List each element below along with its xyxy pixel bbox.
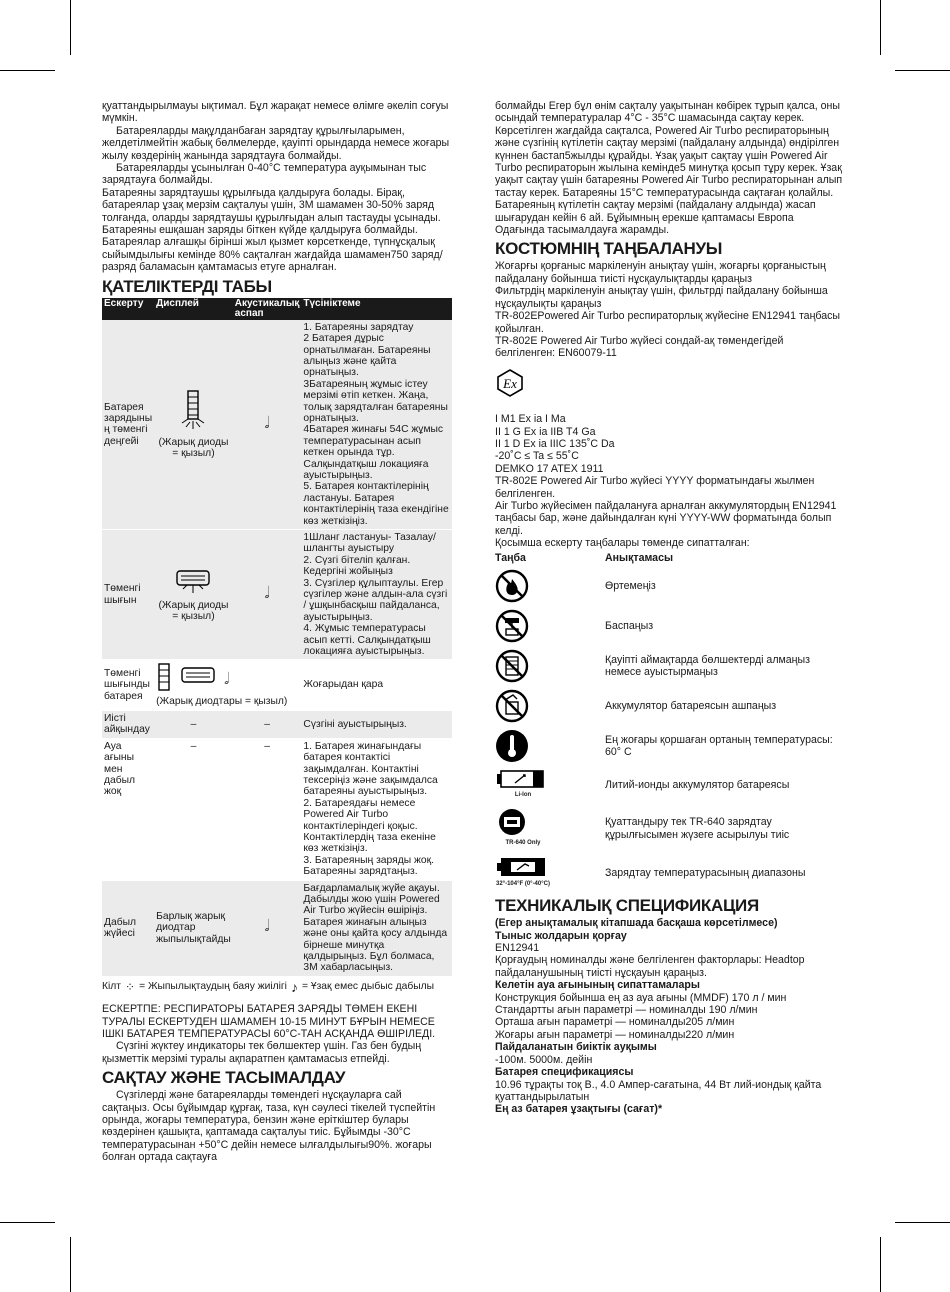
th-warning: Ескерту xyxy=(102,298,154,320)
thermometer-icon xyxy=(495,729,529,763)
row-explanation: 1. Батареяны зарядтау 2 Батарея дұрыс орнатылмаған. Батареяны алыңыз және қайта орнатыңыз. 3Батареяның жұмыс істеу мерзімі өтіп кеткен. Жаңа, толық зарядталған батареяны орнатыңыз. 4Батарея жинағы 54C жұмыс температурасынан асып кеткен орында тұр. Салқындатқыш локацияға ауыстырыңыз. 5. Батарея контактілерінің ластануы. Батарея контактілерінің таза екендігіне көз жеткізіңіз. xyxy=(301,320,452,530)
row-explanation: Жоғарыдан қара xyxy=(301,660,452,710)
row-explanation: Сүзгіні ауыстырыңыз. xyxy=(301,710,452,738)
row-display: – xyxy=(154,738,233,880)
spec-line: EN12941 xyxy=(495,942,540,955)
note-icon: 𝅗𝅥 xyxy=(264,918,270,936)
legend-sound: = Ұзақ емес дыбыс дабылы xyxy=(301,980,435,992)
ex-line: II 1 D Ex ia IIIC 135˚C Da xyxy=(495,437,615,450)
symbol-caption: Li-Ion xyxy=(514,792,532,798)
spec-line: -100м. 5000м. дейін xyxy=(495,1053,593,1066)
symbol-table xyxy=(495,550,843,894)
no-crush-icon xyxy=(495,609,529,643)
costume-p1: Жоғарғы қорғаныс маркіленуін анықтау үшін, жоғарғы қорғаныстың пайдалану бойынша тиісті нұсқаулықтарды қараңыз xyxy=(495,260,826,285)
symbol-text: Зарядтау температурасының диапазоны xyxy=(605,866,806,879)
row-warning: Дабыл жүйесі xyxy=(102,880,154,976)
storage-heading: САҚТАУ ЖӘНЕ ТАСЫМАЛДАУ xyxy=(102,1068,346,1088)
tr640-charger-icon xyxy=(495,807,529,837)
legend xyxy=(102,978,452,995)
row-warning: Ауа ағыны мен дабыл жоқ xyxy=(102,738,154,880)
intro-p1: қуаттандырылмауы ықтимал. Бұл жарақат немесе өлімге әкеліп соғуы мүмкін. xyxy=(102,100,449,125)
table-row xyxy=(102,880,452,976)
crop-mark xyxy=(880,0,881,55)
th-explanation: Түсініктеме xyxy=(301,298,452,320)
after-ex-p2: Air Turbo жүйесімен пайдалануға арналған аккумулятордың EN12941 таңбасы бар, және дайындалған күні YYYY-WW форматында болып келді. xyxy=(495,499,837,537)
row-warning: Төменгі шығын xyxy=(102,530,154,660)
after-ex-p3: Қосымша ескерту таңбалары төменде сипатталған: xyxy=(495,537,750,550)
table-row xyxy=(495,766,843,804)
intro-p5: Батареяны ешқашан заряды біткен күйде қалдыруға болмайды. xyxy=(102,224,418,237)
battery-led-icon xyxy=(156,662,172,696)
table-row xyxy=(495,686,843,726)
sound-icon: ♪ xyxy=(290,978,298,995)
fault-table xyxy=(102,298,452,977)
ex-line: -20˚C ≤ Ta ≤ 55˚C xyxy=(495,450,579,463)
spec-line: Пайдаланатын биіктік ауқымы xyxy=(495,1041,657,1054)
table-row xyxy=(495,726,843,766)
row-explanation: 1Шланг ластануы- Тазалау/шлангты ауыстыру 2. Сүзгі бітеліп қалған. Кедергіні жойыңыз 3. Сүзгілер құлыптаулы. Егер сүзгілер және алдын-ала сүзгі / ұшқынбасқыш пайдаланса, ауыстырыңыз. 4. Жұмыс температурасы асып кетті. Салқындатқыш локацияға ауыстырыңыз. xyxy=(301,530,452,660)
spec-line: 10.96 тұрақты тоқ В., 4.0 Ампер-сағатына, 44 Вт лий-иондық қайта қуаттандырылатын xyxy=(495,1078,822,1103)
row-display: – xyxy=(154,710,233,738)
spec-heading: ТЕХНИКАЛЫҚ СПЕЦИФИКАЦИЯ xyxy=(495,896,759,916)
row-warning: Иісті айқындау xyxy=(102,710,154,738)
th-display: Дисплей xyxy=(154,298,233,320)
table-row xyxy=(102,320,452,530)
table-row xyxy=(102,710,452,738)
storage-cont: болмайды Егер бұл өнім сақталу уақытынан көбірек тұрып қалса, оны осындай температуралар 4°C - 35°C шамасында сақтау керек. Көрсетілген жағдайда сақталса, Powered Air Turbo респираторының және сүзгінің күтілетін сақтау мерзімі (пайдалану алдында) өндірілген күннен бастап5жылды құрайды. Ұзақ уақыт сақтау үшін Powered Air Turbo респираторын жылына кемінде5 минутқа қосып тұру керек. Ұзақ уақыт сақтау үшін батареяны Powered Air Turbo респираторынан алып тастау керек. Батареяны 15°C температурасында сақтаған қолайлы. Батареяның күтілетін сақтау мерзімі (пайдалану алдында) жасап шығарудан кейін 6 ай. Бұйымның ерекше қаптамасы Европа Одағында тасымалдауға жарамды. xyxy=(495,100,843,237)
costume-p3: TR-802EPowered Air Turbo респираторлық жүйесіне EN12941 таңбасы қойылған. xyxy=(495,310,841,335)
spec-line: Келетін ауа ағынының сипаттамалары xyxy=(495,979,700,992)
table-row xyxy=(102,530,452,660)
th-symbol: Таңба xyxy=(495,551,526,564)
costume-p4: TR-802E Powered Air Turbo жүйесі сондай-ақ төмендегідей белгіленген: EN60079-11 xyxy=(495,334,784,360)
table-row xyxy=(495,566,843,606)
symbol-text: Ең жоғары қоршаған ортаның температурасы: 60° C xyxy=(605,733,833,758)
spec-line: Ең аз батарея ұзақтығы (сағат)* xyxy=(495,1103,663,1116)
row-display: (Жарық диоды = қызыл) xyxy=(158,436,229,460)
ex-line: II 1 G Ex ia IIB T4 Ga xyxy=(495,425,596,438)
blower-led-icon xyxy=(173,567,213,597)
no-open-battery-icon xyxy=(495,689,529,723)
costume-heading: КОСТЮМНІҢ ТАҢБАЛАНУЫ xyxy=(495,239,723,259)
crop-mark xyxy=(0,70,55,71)
symbol-text: Қауіпті аймақтарда бөлшектерді алмаңыз немесе ауыстырмаңыз xyxy=(605,653,810,678)
intro-p6: Батареялар алғашқы бірінші жыл қызмет көрсеткенде, түпнұсқалық сыйымдылығы кемінде 80% сақталған жағдайда шамамен750 заряд/разряд баламасын қамтамасыз етуге арналған. xyxy=(102,236,443,274)
battery-led-icon xyxy=(178,389,208,433)
legend-key: Кілт xyxy=(102,980,122,992)
table-row xyxy=(102,738,452,880)
spec-line: Батарея спецификациясы xyxy=(495,1066,634,1079)
right-column xyxy=(495,100,843,1116)
intro-p3: Батареяларды ұсынылған 0-40°C температура ауқымынан тыс зарядтауға болмайды. xyxy=(102,162,427,187)
charge-temp-icon xyxy=(495,856,551,878)
note-icon: 𝅗𝅥 xyxy=(264,585,270,603)
symbol-text: Өртемеңіз xyxy=(605,579,656,592)
table-row xyxy=(495,646,843,686)
note-filter: Сүзгіні жүктеу индикаторы тек бөлшектер үшін. Газ бен будың қызметтік мерзімі туралы ақпаратпен қамтамасыз етпейді. xyxy=(102,1040,422,1065)
symbol-text: Қуаттандыру тек TR-640 зарядтау құрылғысымен жүзеге асырылуы тиіс xyxy=(605,816,790,841)
note-icon: 𝅗𝅥 xyxy=(264,414,270,432)
spec-line: Стандартты ағын параметрі — номиналды 190 л/мин xyxy=(495,1004,758,1017)
ex-line: DEMKO 17 ATEX 1911 xyxy=(495,462,604,475)
no-hazard-change-icon xyxy=(495,649,529,683)
ex-line: I M1 Ex ia I Ma xyxy=(495,413,566,426)
crop-mark xyxy=(880,1237,881,1292)
intro-p2: Батареяларды мақұлданбаған зарядтау құрылғыларымен, желдетілмейтін жабық бөлмелерде, қауіпті орындарда немесе жоғары жылу көздерінің жанында зарядтауға болмайды. xyxy=(102,124,450,162)
symbol-text: Аккумулятор батареясын ашпаңыз xyxy=(605,699,777,712)
symbol-text: Литий-ионды аккумулятор батареясы xyxy=(605,779,790,791)
row-acoustic: – xyxy=(233,710,302,738)
costume-p2: Фильтрдің маркіленуін анықтау үшін, фильтрді пайдалану бойынша нұсқаулықты қараңыз xyxy=(495,285,828,310)
th-acoustic: Акустикалық аспап xyxy=(234,297,300,319)
crop-mark xyxy=(0,1222,55,1223)
th-meaning: Анықтамасы xyxy=(605,551,674,564)
row-explanation: 1. Батарея жинағындағы батарея контактісі зақымдалған. Контактіні тексеріңіз және зақымдалса батареяны ауыстырыңыз. 2. Батареядағы немесе Powered Air Turbo контактілеріндегі қоқыс. Контактілердің таза екеніне көз жеткізіңіз. 3. Батареяның заряды жоқ. Батареяны зарядтаңыз. xyxy=(301,738,452,880)
row-display: (Жарық диоды = қызыл) xyxy=(158,600,229,623)
spec-line: Жоғары ағын параметрі — номиналды220 л/мин xyxy=(495,1028,735,1041)
row-explanation: Бағдарламалық жүйе ақауы. Дабылды жою үшін Powered Air Turbo жүйесін өшіріңіз. Батарея жинағын алыңыз және оны қайта қосу алдында бірнеше минутқа қалдырыңыз. Бұл болмаса, 3M хабарласыңыз. xyxy=(301,880,452,976)
spec-line: Тыныс жолдарын қорғау xyxy=(495,929,627,942)
fault-heading: ҚАТЕЛІКТЕРДІ ТАБЫ xyxy=(102,276,272,296)
spec-line: Орташа ағын параметрі — номиналды205 л/мин xyxy=(495,1016,735,1029)
spec-line: Қорғаудың номиналды және белгіленген факторлары: Headtop пайдаланушының тиісті нұсқауын қараңыз. xyxy=(495,954,805,979)
row-acoustic: – xyxy=(233,738,302,880)
ex-label: Ex xyxy=(503,375,517,391)
symbol-caption: TR-640 Only xyxy=(505,840,541,847)
left-column xyxy=(102,100,452,1164)
table-row xyxy=(495,606,843,646)
table-row xyxy=(495,853,843,893)
blink-icon: ⁘ xyxy=(125,979,136,994)
spec-line: (Егер анықтамалық кітапшада басқаша көрсетілмесе) xyxy=(495,917,778,930)
row-warning: Батарея зарядыны ң төменгі деңгейі xyxy=(102,320,154,530)
spec-line: Конструкция бойынша ең аз ауа ағыны (MMDF) 170 л / мин xyxy=(495,991,787,1004)
symbol-text: Баспаңыз xyxy=(605,619,654,632)
after-ex-p1: TR-802E Powered Air Turbo жүйесі YYYY форматындағы жылмен белгіленген. xyxy=(495,475,815,500)
table-row xyxy=(102,660,452,710)
symbol-caption: 32°-104°F (0°-40°C) xyxy=(496,880,550,887)
legend-blink: = Жыпылықтаудың баяу жиілігі xyxy=(139,980,287,992)
li-ion-battery-icon xyxy=(495,769,551,789)
crop-mark xyxy=(895,70,950,71)
crop-mark xyxy=(895,1222,950,1223)
crop-mark xyxy=(70,1237,71,1292)
intro-p4: Батареяны зарядтаушы құрылғыда қалдыруға болады. Бірақ, батареялар ұзақ мерзім сақталуы үшін, 3M шамамен 30-50% заряд толғанда, оларды зарядтаушы құрылғыдан алып тастауды ұсынады. xyxy=(102,186,441,224)
note-icon: 𝅗𝅥 xyxy=(224,670,230,688)
blower-led-icon xyxy=(178,664,218,694)
note-caps: ЕСКЕРТПЕ: РЕСПИРАТОРЫ БАТАРЕЯ ЗАРЯДЫ ТӨМЕН ЕКЕНІ ТУРАЛЫ ЕСКЕРТУДЕН ШАМАМЕН 10-15 МИНУТ БҰРЫН НЕМЕСЕ ІШКІ БАТАРЕЯ ТЕМПЕРАТУРАСЫ 60°C-ТАН АСҚАНДА ӨШІРІЛЕДІ. xyxy=(102,1003,436,1041)
table-row xyxy=(495,804,843,852)
crop-mark xyxy=(70,0,71,55)
storage-text: Сүзгілерді және батареяларды төмендегі нұсқауларға сай сақтаңыз. Осы бұйымдар құрғақ, таза, күн сәулесі тікелей түспейтін орында, жоғары температура, бензин және еріткіштер булары көздерінен қашықта, қаптамада сақталуы тиіс. Бұйымды -30°C температурасынан +50°C дейін немесе ылғалдылығы90%. жоғары болған ортада сақтауға xyxy=(102,1089,436,1164)
no-fire-icon xyxy=(495,569,529,603)
ex-hexagon-icon xyxy=(495,368,525,398)
row-display: Барлық жарық диодтар жыпылықтайды xyxy=(154,880,233,976)
row-display: (Жарық диодтары = қызыл) xyxy=(156,696,288,708)
row-warning: Төменгі шығынды батарея xyxy=(102,660,154,710)
